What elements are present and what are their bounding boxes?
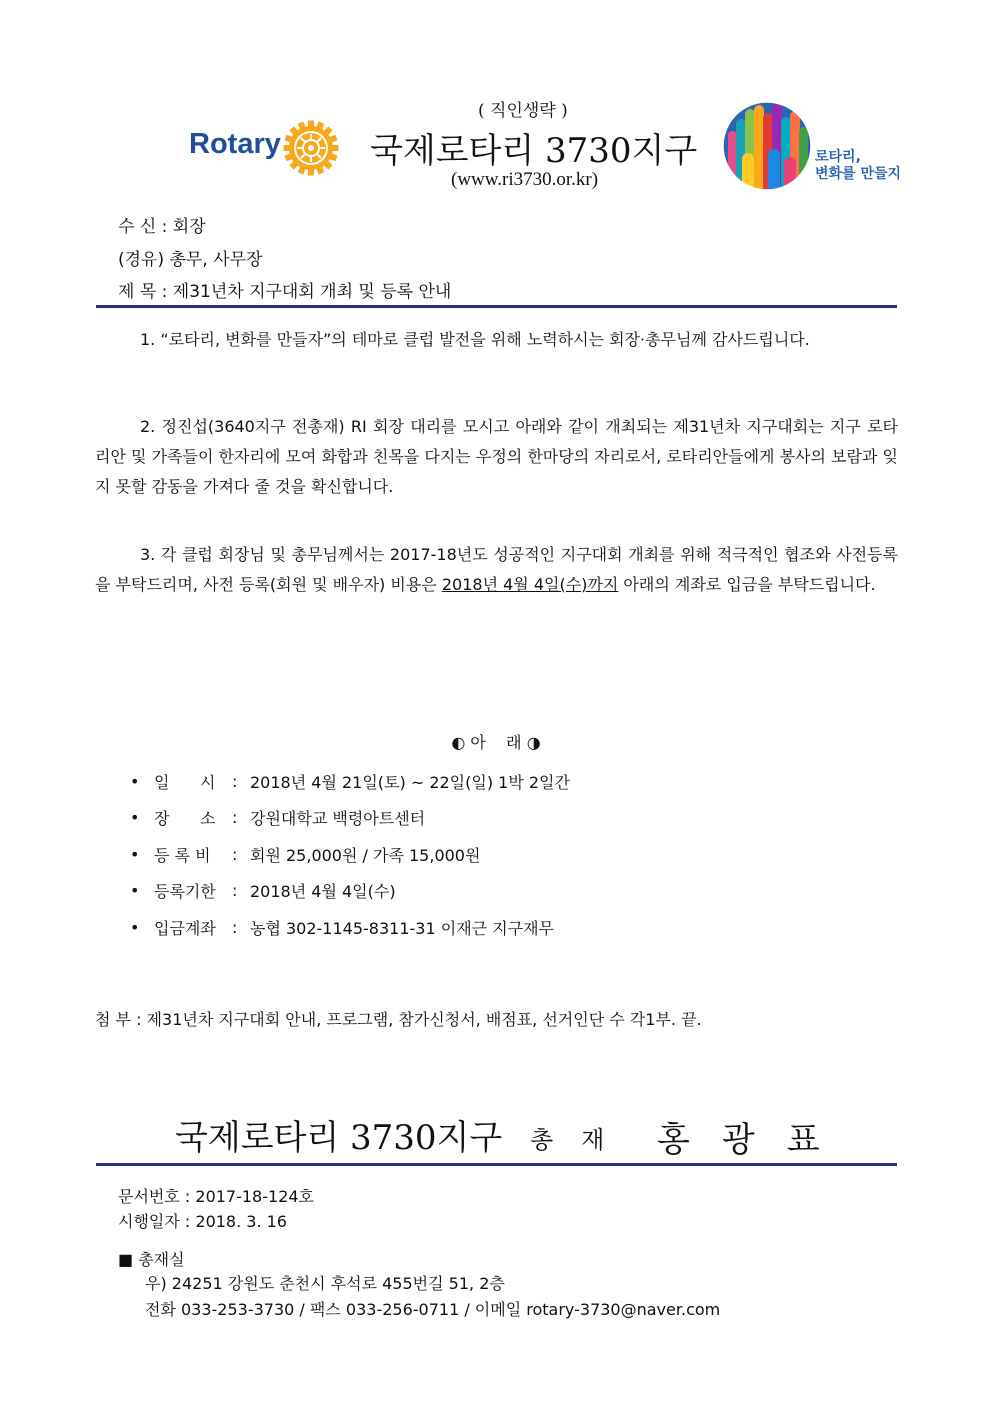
office-heading: ■ 총재실: [118, 1250, 185, 1269]
detail-label: 일 시: [154, 772, 216, 792]
subject-line: 제 목 : 제31년차 지구대회 개최 및 등록 안내: [118, 282, 452, 302]
theme-people-logo: [722, 101, 812, 191]
org-title: 국제로타리 3730지구: [370, 131, 698, 171]
signature-role: 총재: [530, 1126, 633, 1154]
separator: :: [232, 844, 238, 864]
signature-rule: [96, 1163, 897, 1166]
org-url: (www.ri3730.or.kr): [451, 169, 599, 190]
office-contact: 전화 033-253-3730 / 팩스 033-256-0711 / 이메일 rotary-3730@naver.com: [145, 1300, 721, 1319]
theme-caption: [815, 149, 901, 183]
paragraph-3: [95, 540, 898, 600]
recipient-line: 수 신 : 회장: [118, 217, 206, 237]
rotary-wheel-icon: [283, 120, 339, 176]
list-item: [130, 763, 570, 800]
theme-line-2: 변화를 만들지: [815, 166, 902, 182]
bullet-icon: •: [130, 881, 140, 901]
bullet-icon: •: [130, 917, 140, 937]
list-item: [130, 836, 570, 873]
bullet-icon: •: [130, 771, 140, 791]
theme-line-1: 로타리,: [815, 149, 861, 165]
bullet-icon: •: [130, 808, 140, 828]
header-rule: [96, 305, 897, 308]
list-item: [130, 909, 570, 946]
office-address: 우) 24251 강원도 춘천시 후석로 455번길 51, 2층: [145, 1274, 505, 1293]
via-line: (경유) 총무, 사무장: [118, 250, 263, 270]
list-item: [130, 800, 570, 837]
paragraph-1: [95, 325, 898, 355]
detail-label: 등록기한: [154, 882, 216, 902]
attachment-line: 첨 부 : 제31년차 지구대회 안내, 프로그램, 참가신청서, 배점표, 선거인단 수 각1부. 끝.: [95, 1010, 702, 1029]
signature-name: 홍광표: [657, 1120, 852, 1160]
bullet-icon: •: [130, 844, 140, 864]
detail-value: 회원 25,000원 / 가족 15,000원: [250, 845, 481, 865]
paragraph-2-text: 2. 정진섭(3640지구 전총재) RI 회장 대리를 모시고 아래와 같이 개최되는 제31년차 지구대회는 지구 로타리안 및 가족들이 한자리에 모여 화합과 친목을 다지는 우정의 한마당의 자리로서, 로타리안들에게 봉사의 보람과 잊지 못할 감동을 가져다 줄 것을 확신합니다.: [95, 417, 898, 496]
detail-label: 등 록 비: [154, 845, 211, 865]
detail-value: 강원대학교 백령아트센터: [250, 809, 426, 829]
paragraph-3-tail: 아래의 계좌로 입금을 부탁드립니다.: [618, 575, 876, 594]
separator: :: [232, 808, 238, 828]
details-list: [130, 763, 570, 946]
paragraph-3-text: 3. 각 클럽 회장님 및 총무님께서는 2017-18년도 성공적인 지구대회 개최를 위해 적극적인 협조와 사전등록을 부탁드리며, 사전 등록(회원 및 배우자) 비용은: [95, 545, 898, 594]
detail-value: 2018년 4월 21일(토) ~ 22일(일) 1박 2일간: [250, 772, 570, 792]
issue-date: 시행일자 : 2018. 3. 16: [118, 1212, 287, 1231]
stamp-omitted-note: ( 직인생략 ): [478, 101, 568, 121]
list-item: [130, 873, 570, 910]
separator: :: [232, 881, 238, 901]
detail-label: 장 소: [154, 809, 216, 829]
signature-org: 국제로타리 3730지구: [175, 1118, 503, 1158]
details-heading: ◐ 아 래 ◑: [451, 733, 541, 752]
detail-value: 2018년 4월 4일(수): [250, 882, 396, 902]
separator: :: [232, 771, 238, 791]
detail-value: 농협 302-1145-8311-31 이재근 지구재무: [250, 918, 555, 938]
detail-label: 입금계좌: [154, 918, 216, 938]
rotary-wordmark: Rotary: [189, 128, 281, 160]
paragraph-1-text: 1. “로타리, 변화를 만들자”의 테마로 클럽 발전을 위해 노력하시는 회장·총무님께 감사드립니다.: [140, 330, 810, 349]
paragraph-2: [95, 412, 898, 502]
doc-number: 문서번호 : 2017-18-124호: [118, 1187, 315, 1206]
separator: :: [232, 917, 238, 937]
deadline-underlined: 2018년 4월 4일(수)까지: [441, 575, 619, 594]
